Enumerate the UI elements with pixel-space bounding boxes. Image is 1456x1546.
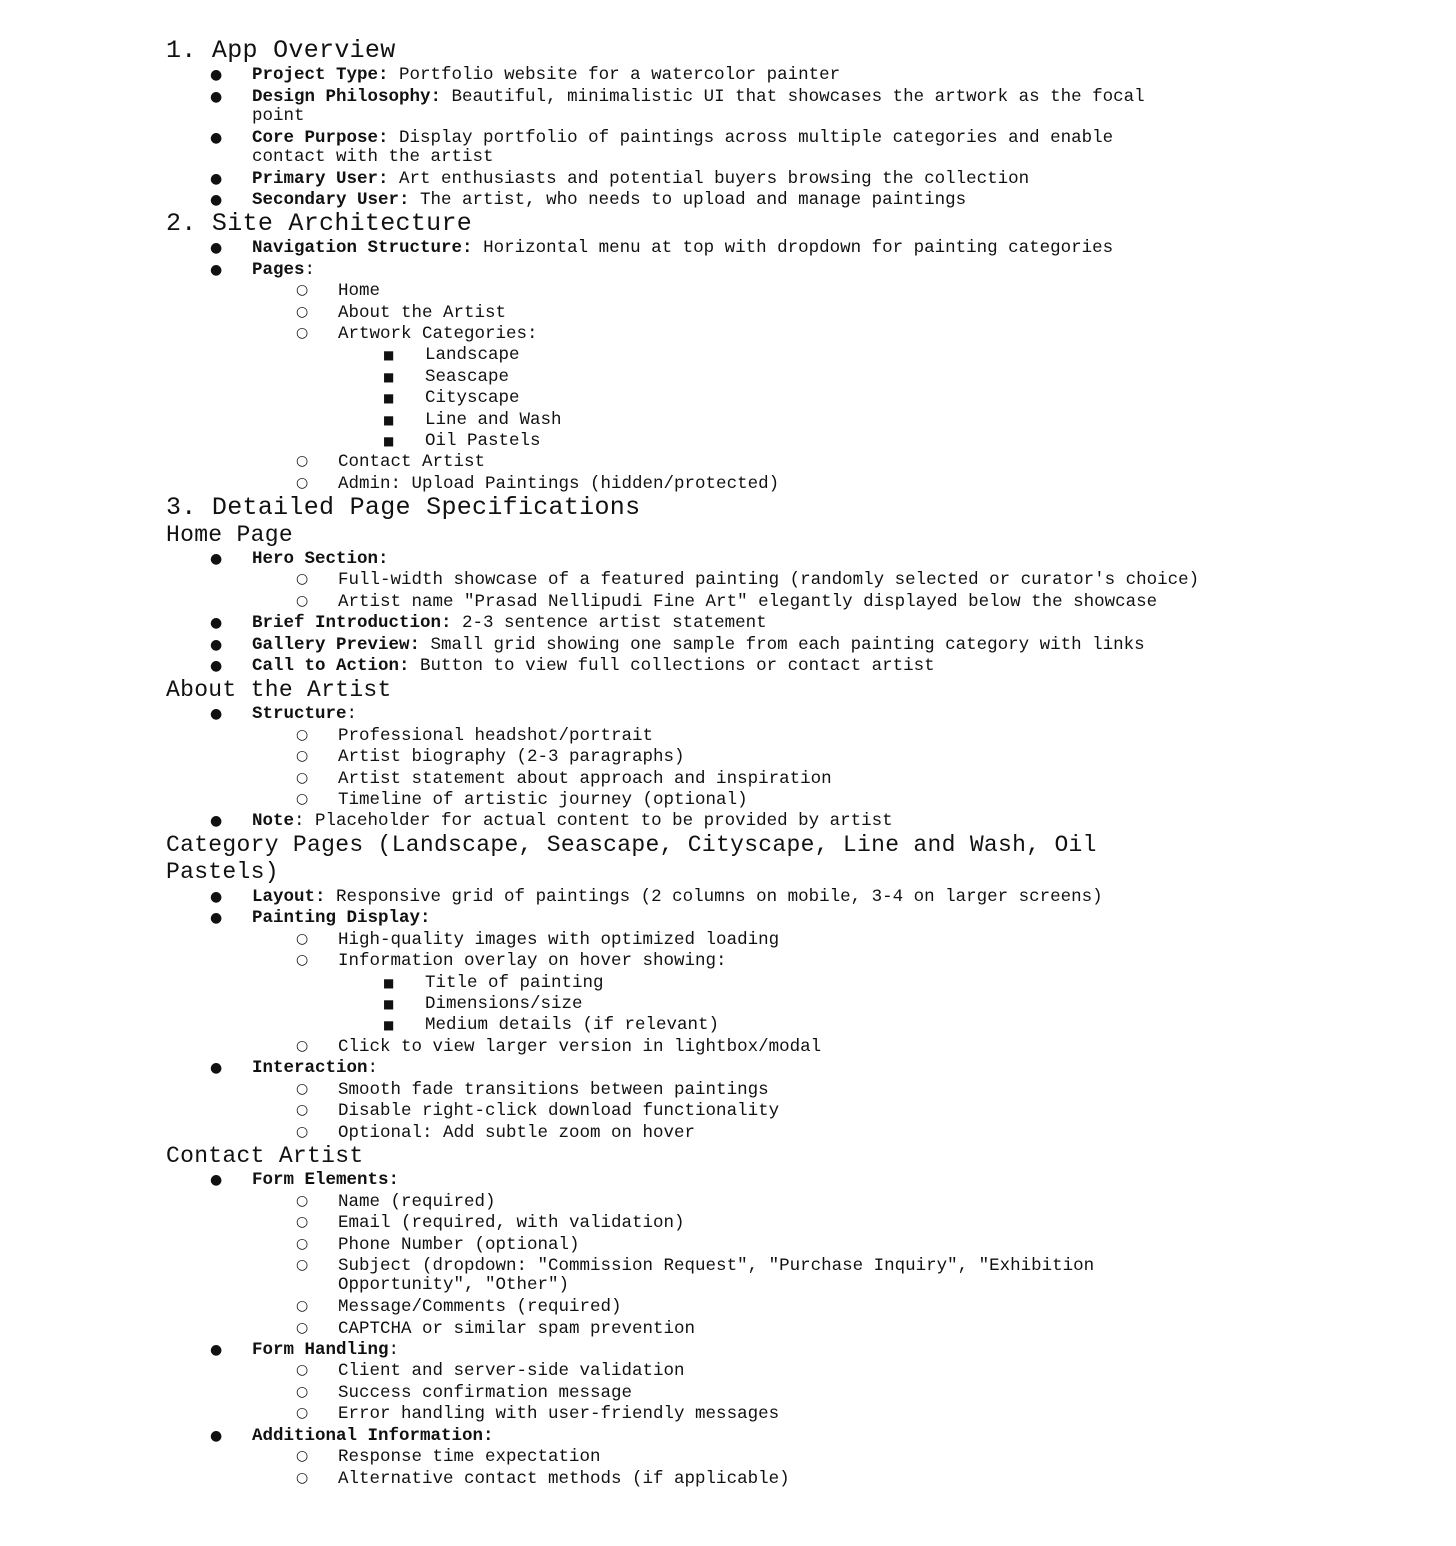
- circle-bullet-icon: ○: [296, 1081, 309, 1097]
- item-text: Timeline of artistic journey (optional): [338, 790, 748, 810]
- item-text: Artist name "Prasad Nellipudi Fine Art" elegantly displayed below the showcase: [338, 592, 1158, 612]
- list-item: [296, 1470, 1426, 1546]
- category-name: Seascape: [425, 367, 510, 387]
- item-text: Disable right-click download functionality: [338, 1101, 780, 1121]
- section-2-heading: 2. Site Architecture: [166, 209, 473, 238]
- list-item: ● Note: Placeholder for actual content to be provided by artist: [210, 811, 893, 831]
- bullet-icon: ●: [210, 171, 223, 187]
- item-label: Additional Information: [252, 1426, 484, 1446]
- item-text: Opportunity", "Other"): [338, 1275, 570, 1295]
- category-name: Cityscape: [425, 388, 520, 408]
- circle-bullet-icon: ○: [296, 1448, 309, 1464]
- item-text: Phone Number (optional): [338, 1235, 580, 1255]
- item-text: Response time expectation: [338, 1447, 601, 1467]
- page-name: Admin: Upload Paintings (hidden/protected): [338, 474, 780, 494]
- item-text: Button to view full collections or contact artist: [409, 656, 935, 676]
- circle-bullet-icon: ○: [296, 1405, 309, 1421]
- item-text: Responsive grid of paintings (2 columns on mobile, 3-4 on larger screens): [325, 887, 1103, 907]
- list-item: ● Painting Display:: [210, 908, 431, 928]
- circle-bullet-icon: ○: [296, 304, 309, 320]
- item-text: Name (required): [338, 1192, 496, 1212]
- about-heading: About the Artist: [166, 677, 392, 703]
- item-text: Art enthusiasts and potential buyers browsing the collection: [388, 169, 1030, 189]
- list-item: ● Project Type: Portfolio website for a watercolor painter: [210, 65, 841, 85]
- item-text: point: [252, 106, 305, 126]
- category-heading: Category Pages (Landscape, Seascape, Cityscape, Line and Wash, Oil: [166, 832, 1097, 858]
- circle-bullet-icon: ○: [296, 1384, 309, 1400]
- item-text: High-quality images with optimized loading: [338, 930, 780, 950]
- bullet-icon: ●: [210, 192, 223, 208]
- circle-bullet-icon: ○: [296, 1038, 309, 1054]
- circle-bullet-icon: ○: [296, 931, 309, 947]
- item-text: Dimensions/size: [425, 994, 583, 1014]
- item-text: CAPTCHA or similar spam prevention: [338, 1319, 696, 1339]
- square-bullet-icon: ■: [383, 1018, 395, 1032]
- item-text: Click to view larger version in lightbox/modal: [338, 1037, 822, 1057]
- bullet-icon: ●: [210, 1428, 223, 1444]
- circle-bullet-icon: ○: [296, 282, 309, 298]
- item-text: Smooth fade transitions between paintings: [338, 1080, 769, 1100]
- bullet-icon: ●: [210, 615, 223, 631]
- bullet-icon: ●: [210, 262, 223, 278]
- item-text: Message/Comments (required): [338, 1297, 622, 1317]
- circle-bullet-icon: ○: [296, 325, 309, 341]
- circle-bullet-icon: ○: [296, 1236, 309, 1252]
- item-text: Artist biography (2-3 paragraphs): [338, 747, 685, 767]
- item-text: Success confirmation message: [338, 1383, 633, 1403]
- item-label: Project Type: [252, 65, 379, 85]
- list-item: ● Call to Action: Button to view full collections or contact artist: [210, 656, 935, 676]
- item-text: Subject (dropdown: "Commission Request", "Purchase Inquiry", "Exhibition: [338, 1256, 1095, 1276]
- list-item: ● Pages:: [210, 260, 316, 280]
- item-text: Medium details (if relevant): [425, 1015, 720, 1035]
- page-name: About the Artist: [338, 303, 507, 323]
- item-label: Structure: [252, 704, 347, 724]
- item-label: Primary User: [252, 169, 379, 189]
- item-label: Call to Action: [252, 656, 400, 676]
- bullet-icon: ●: [210, 1060, 223, 1076]
- bullet-icon: ●: [210, 889, 223, 905]
- item-label: Secondary User: [252, 190, 400, 210]
- page-name: Contact Artist: [338, 452, 486, 472]
- item-text: Email (required, with validation): [338, 1213, 685, 1233]
- list-item: ● Layout: Responsive grid of paintings (2 columns on mobile, 3-4 on larger screens): [210, 887, 1103, 907]
- home-page-heading: Home Page: [166, 522, 293, 548]
- page-name: Artwork Categories:: [338, 324, 538, 344]
- item-text: Professional headshot/portrait: [338, 726, 654, 746]
- circle-bullet-icon: ○: [296, 1257, 309, 1273]
- circle-bullet-icon: ○: [296, 593, 309, 609]
- list-item: ● Brief Introduction: 2-3 sentence artist statement: [210, 613, 767, 633]
- bullet-icon: ●: [210, 240, 223, 256]
- circle-bullet-icon: ○: [296, 1320, 309, 1336]
- bullet-icon: ●: [210, 637, 223, 653]
- bullet-icon: ●: [210, 130, 223, 146]
- item-text: Client and server-side validation: [338, 1361, 685, 1381]
- item-label: Design Philosophy: [252, 87, 431, 107]
- category-name: Line and Wash: [425, 410, 562, 430]
- square-bullet-icon: ■: [383, 997, 395, 1011]
- item-text: The artist, who needs to upload and manage paintings: [409, 190, 967, 210]
- list-item: ● Design Philosophy: Beautiful, minimalistic UI that showcases the artwork as the focal: [210, 87, 1145, 107]
- item-text: contact with the artist: [252, 147, 494, 167]
- square-bullet-icon: ■: [383, 370, 395, 384]
- category-heading-continuation: Pastels): [166, 859, 279, 885]
- circle-bullet-icon: ○: [296, 475, 309, 491]
- bullet-icon: ●: [210, 1172, 223, 1188]
- item-label: Form Elements: [252, 1170, 389, 1190]
- circle-bullet-icon: ○: [296, 770, 309, 786]
- item-label: Note: [252, 811, 295, 831]
- item-text: Alternative contact methods (if applicable): [338, 1469, 790, 1489]
- list-item: ● Gallery Preview: Small grid showing one sample from each painting category with links: [210, 635, 1145, 655]
- bullet-icon: ●: [210, 551, 223, 567]
- circle-bullet-icon: ○: [296, 1470, 309, 1486]
- section-1-heading: 1. App Overview: [166, 36, 396, 65]
- contact-heading: Contact Artist: [166, 1143, 364, 1169]
- bullet-icon: ●: [210, 1342, 223, 1358]
- item-text: Placeholder for actual content to be provided by artist: [304, 811, 893, 831]
- item-text: Beautiful, minimalistic UI that showcases the artwork as the focal: [441, 87, 1145, 107]
- item-label: Painting Display: [252, 908, 421, 928]
- item-label: Pages: [252, 260, 305, 280]
- square-bullet-icon: ■: [383, 434, 395, 448]
- circle-bullet-icon: ○: [296, 727, 309, 743]
- circle-bullet-icon: ○: [296, 1124, 309, 1140]
- item-label: Brief Introduction: [252, 613, 442, 633]
- circle-bullet-icon: ○: [296, 1214, 309, 1230]
- item-text: Portfolio website for a watercolor painter: [388, 65, 841, 85]
- item-label: Gallery Preview: [252, 635, 410, 655]
- circle-bullet-icon: ○: [296, 571, 309, 587]
- category-name: Oil Pastels: [425, 431, 541, 451]
- list-item: ● Form Elements:: [210, 1170, 400, 1190]
- item-text: Error handling with user-friendly messages: [338, 1404, 780, 1424]
- square-bullet-icon: ■: [383, 413, 395, 427]
- bullet-icon: ●: [210, 89, 223, 105]
- bullet-icon: ●: [210, 910, 223, 926]
- circle-bullet-icon: ○: [296, 748, 309, 764]
- page-name: Home: [338, 281, 381, 301]
- item-label: Core Purpose: [252, 128, 379, 148]
- circle-bullet-icon: ○: [296, 952, 309, 968]
- list-item: ● Hero Section:: [210, 549, 389, 569]
- circle-bullet-icon: ○: [296, 1298, 309, 1314]
- item-text: Display portfolio of paintings across multiple categories and enable: [388, 128, 1114, 148]
- item-text: Small grid showing one sample from each painting category with links: [420, 635, 1145, 655]
- circle-bullet-icon: ○: [296, 1193, 309, 1209]
- circle-bullet-icon: ○: [296, 453, 309, 469]
- section-3-heading: 3. Detailed Page Specifications: [166, 493, 641, 522]
- item-text: Title of painting: [425, 973, 604, 993]
- list-item: ● Core Purpose: Display portfolio of paintings across multiple categories and enable: [210, 128, 1114, 148]
- list-item: ● Secondary User: The artist, who needs to upload and manage paintings: [210, 190, 967, 210]
- item-label: Form Handling: [252, 1340, 389, 1360]
- item-text: Full-width showcase of a featured painting (randomly selected or curator's choice): [338, 570, 1200, 590]
- item-text: 2-3 sentence artist statement: [451, 613, 767, 633]
- circle-bullet-icon: ○: [296, 791, 309, 807]
- category-name: Landscape: [425, 345, 520, 365]
- list-item: ● Additional Information:: [210, 1426, 494, 1446]
- bullet-icon: ●: [210, 706, 223, 722]
- list-item: ● Navigation Structure: Horizontal menu at top with dropdown for painting categories: [210, 238, 1114, 258]
- item-text: Information overlay on hover showing:: [338, 951, 727, 971]
- square-bullet-icon: ■: [383, 348, 395, 362]
- circle-bullet-icon: ○: [296, 1362, 309, 1378]
- item-text: Horizontal menu at top with dropdown for painting categories: [472, 238, 1114, 258]
- bullet-icon: ●: [210, 813, 223, 829]
- list-item: ● Primary User: Art enthusiasts and potential buyers browsing the collection: [210, 169, 1030, 189]
- bullet-icon: ●: [210, 658, 223, 674]
- item-text: Optional: Add subtle zoom on hover: [338, 1123, 696, 1143]
- list-item: ● Structure:: [210, 704, 358, 724]
- square-bullet-icon: ■: [383, 391, 395, 405]
- bullet-icon: ●: [210, 67, 223, 83]
- list-item: ● Interaction:: [210, 1058, 379, 1078]
- item-label: Layout: [252, 887, 316, 907]
- item-label: Navigation Structure: [252, 238, 463, 258]
- square-bullet-icon: ■: [383, 976, 395, 990]
- item-label: Interaction: [252, 1058, 368, 1078]
- list-item: ● Form Handling:: [210, 1340, 400, 1360]
- circle-bullet-icon: ○: [296, 1102, 309, 1118]
- item-label: Hero Section: [252, 549, 379, 569]
- item-text: Artist statement about approach and inspiration: [338, 769, 832, 789]
